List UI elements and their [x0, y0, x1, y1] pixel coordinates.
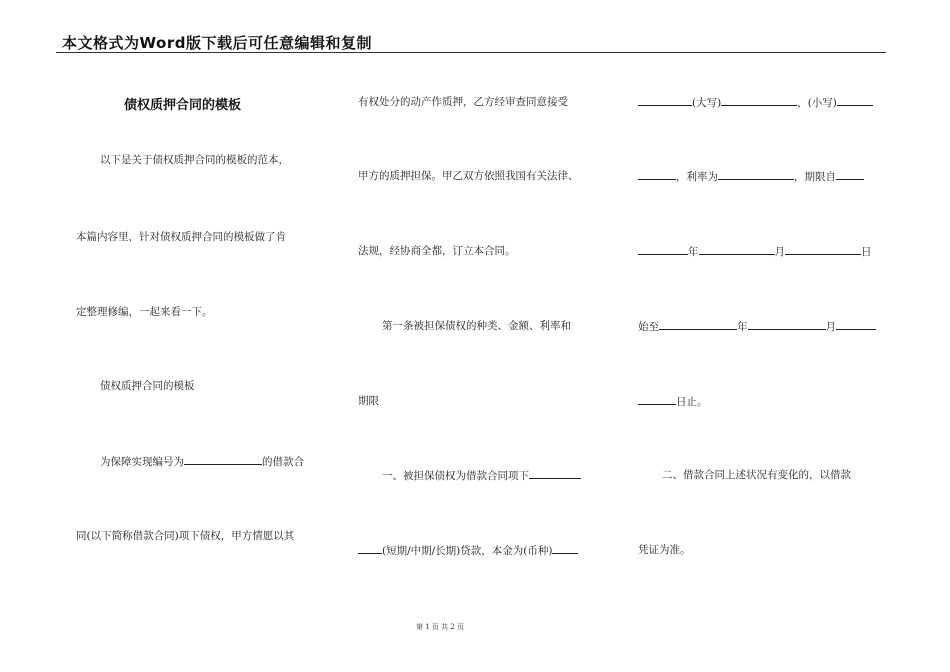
section-heading: 债权质押合同的模板	[100, 380, 195, 392]
paragraph-line: 法规，经协商全都，订立本合同。	[358, 245, 516, 257]
paragraph-line	[638, 393, 708, 409]
document-header: 本文格式为Word版下载后可任意编辑和复制	[62, 34, 372, 52]
fill-in-blank[interactable]	[837, 94, 873, 106]
text-segment: (短期/中期/长期)贷款，本金为(币种)	[382, 545, 553, 557]
paragraph-line: 有权处分的动产作质押，乙方经审查同意接受	[358, 96, 568, 108]
paragraph-line	[638, 94, 873, 110]
fill-in-blank[interactable]	[718, 168, 794, 180]
fill-in-blank[interactable]	[552, 542, 578, 554]
paragraph-line: 同(以下简称借款合同)项下债权，甲方情愿以其	[76, 530, 295, 542]
fill-in-blank[interactable]	[659, 318, 737, 330]
document-title: 债权质押合同的模板	[124, 98, 242, 113]
paragraph-line: 以下是关于债权质押合同的模板的范本，	[100, 154, 289, 166]
paragraph-line: 二、借款合同上述状况有变化的，以借款	[662, 469, 851, 481]
text-segment: 为保障实现编号为	[100, 456, 184, 468]
text-segment: ，利率为	[676, 171, 718, 183]
paragraph-line	[638, 318, 876, 334]
text-segment: 月	[774, 246, 785, 258]
paragraph-line	[358, 542, 578, 558]
text-segment: 一、被担保债权为借款合同项下	[382, 470, 529, 482]
fill-in-blank[interactable]	[184, 453, 262, 465]
text-segment: 年	[737, 321, 748, 333]
paragraph-line	[638, 168, 864, 184]
fill-in-blank[interactable]	[358, 542, 382, 554]
text-segment: 年	[688, 246, 699, 258]
paragraph-line	[100, 453, 304, 469]
text-segment: (大写)	[692, 97, 722, 109]
fill-in-blank[interactable]	[699, 243, 775, 255]
text-segment: 日止。	[676, 396, 708, 408]
text-segment: 月	[825, 321, 836, 333]
fill-in-blank[interactable]	[785, 243, 861, 255]
header-divider	[56, 52, 886, 53]
fill-in-blank[interactable]	[836, 168, 864, 180]
text-segment: 日	[861, 246, 872, 258]
paragraph-line	[638, 243, 872, 259]
fill-in-blank[interactable]	[721, 94, 797, 106]
article-heading-cont: 期限	[358, 395, 379, 407]
page-number: 第 1 页 共 2 页	[415, 623, 465, 631]
article-heading: 第一条被担保债权的种类、金额、利率和	[382, 320, 571, 332]
text-segment: 的借款合	[262, 456, 304, 468]
fill-in-blank[interactable]	[529, 467, 581, 479]
fill-in-blank[interactable]	[836, 318, 876, 330]
fill-in-blank[interactable]	[638, 94, 692, 106]
fill-in-blank[interactable]	[638, 393, 676, 405]
paragraph-line: 凭证为准。	[638, 544, 691, 556]
text-segment: ，期限自	[794, 171, 836, 183]
text-segment: ，(小写)	[797, 97, 837, 109]
fill-in-blank[interactable]	[638, 168, 676, 180]
paragraph-line: 本篇内容里，针对债权质押合同的模板做了肯	[76, 231, 286, 243]
fill-in-blank[interactable]	[638, 243, 688, 255]
paragraph-line	[382, 467, 581, 483]
fill-in-blank[interactable]	[748, 318, 826, 330]
paragraph-line: 定整理修编，一起来看一下。	[76, 306, 213, 318]
paragraph-line: 甲方的质押担保。甲乙双方依照我国有关法律、	[358, 170, 579, 182]
text-segment: 始至	[638, 321, 659, 333]
